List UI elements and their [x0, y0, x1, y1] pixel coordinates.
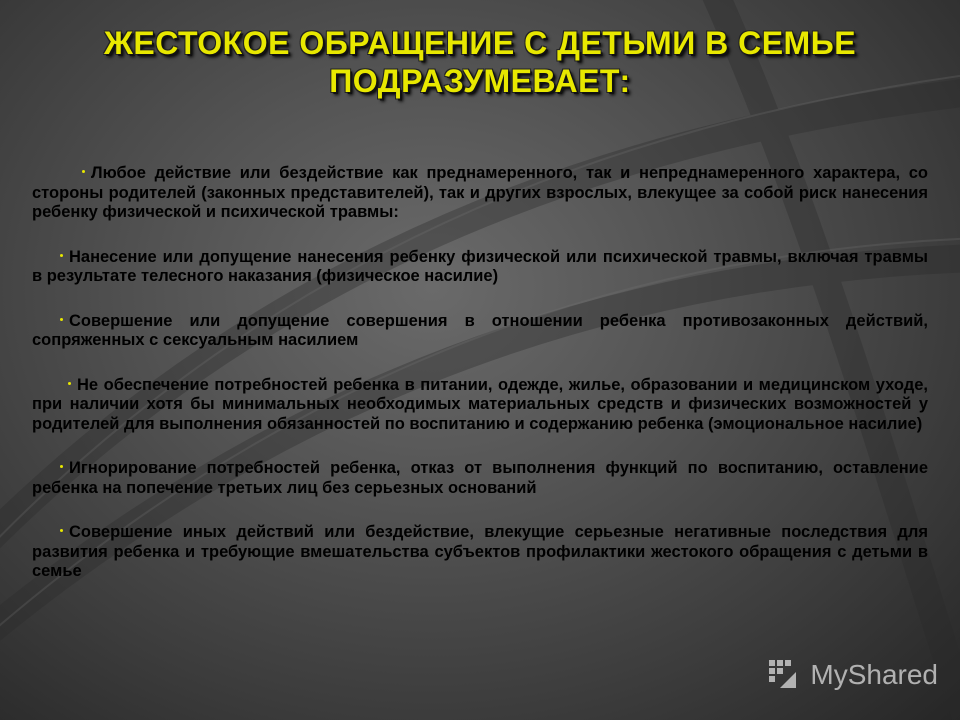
bullet-item — [32, 312, 928, 351]
bullet-dot-icon — [60, 254, 63, 257]
bullet-text: Любое действие или бездействие как преднамеренного, так и непреднамеренного характера, со стороны родителей (законных представителей), так и других взрослых, влекущее за собой риск нанесения ребенку физической и психической травмы: — [32, 164, 928, 221]
bullet-text: Не обеспечение потребностей ребенка в питании, одежде, жилье, образовании и медицинском уходе, при наличии хотя бы минимальных необходимых материальных средств и физических возможностей у родителей для выполнения обязанностей по воспитанию и содержанию ребенка (эмоциональное насилие) — [32, 375, 928, 433]
bullet-dot-icon — [82, 170, 85, 173]
bullet-item — [32, 523, 928, 582]
bullet-dot-icon — [60, 465, 63, 468]
bullet-text: Нанесение или допущение нанесения ребенку физической или психической травмы, включая травмы в результате телесного наказания (физическое насилие) — [32, 247, 928, 285]
bullet-dot-icon — [68, 382, 71, 385]
bullet-item — [32, 459, 928, 498]
bullet-text: Совершение иных действий или бездействие, влекущие серьезные негативные последствия для развития ребенка и требующие вмешательства субъектов профилактики жестокого обращения с детьми в семье — [32, 523, 928, 580]
myshared-logo-icon — [766, 658, 804, 692]
watermark — [766, 658, 938, 692]
bullet-dot-icon — [60, 318, 63, 321]
title-line-1: ЖЕСТОКОЕ ОБРАЩЕНИЕ С ДЕТЬМИ В СЕМЬЕ — [103, 25, 857, 61]
bullet-item — [32, 376, 928, 435]
bullet-item — [32, 164, 928, 223]
bullet-dot-icon — [60, 529, 63, 532]
bullet-list — [32, 164, 928, 607]
watermark-text: MyShared — [810, 659, 938, 690]
slide-title — [40, 24, 920, 100]
bullet-text: Игнорирование потребностей ребенка, отказ от выполнения функций по воспитанию, оставление ребенка на попечение третьих лиц без серьезных оснований — [32, 459, 928, 497]
bullet-item — [32, 248, 928, 287]
bullet-text: Совершение или допущение совершения в отношении ребенка противозаконных действий, сопряженных с сексуальным насилием — [32, 311, 928, 349]
title-line-2: ПОДРАЗУМЕВАЕТ: — [329, 63, 631, 99]
